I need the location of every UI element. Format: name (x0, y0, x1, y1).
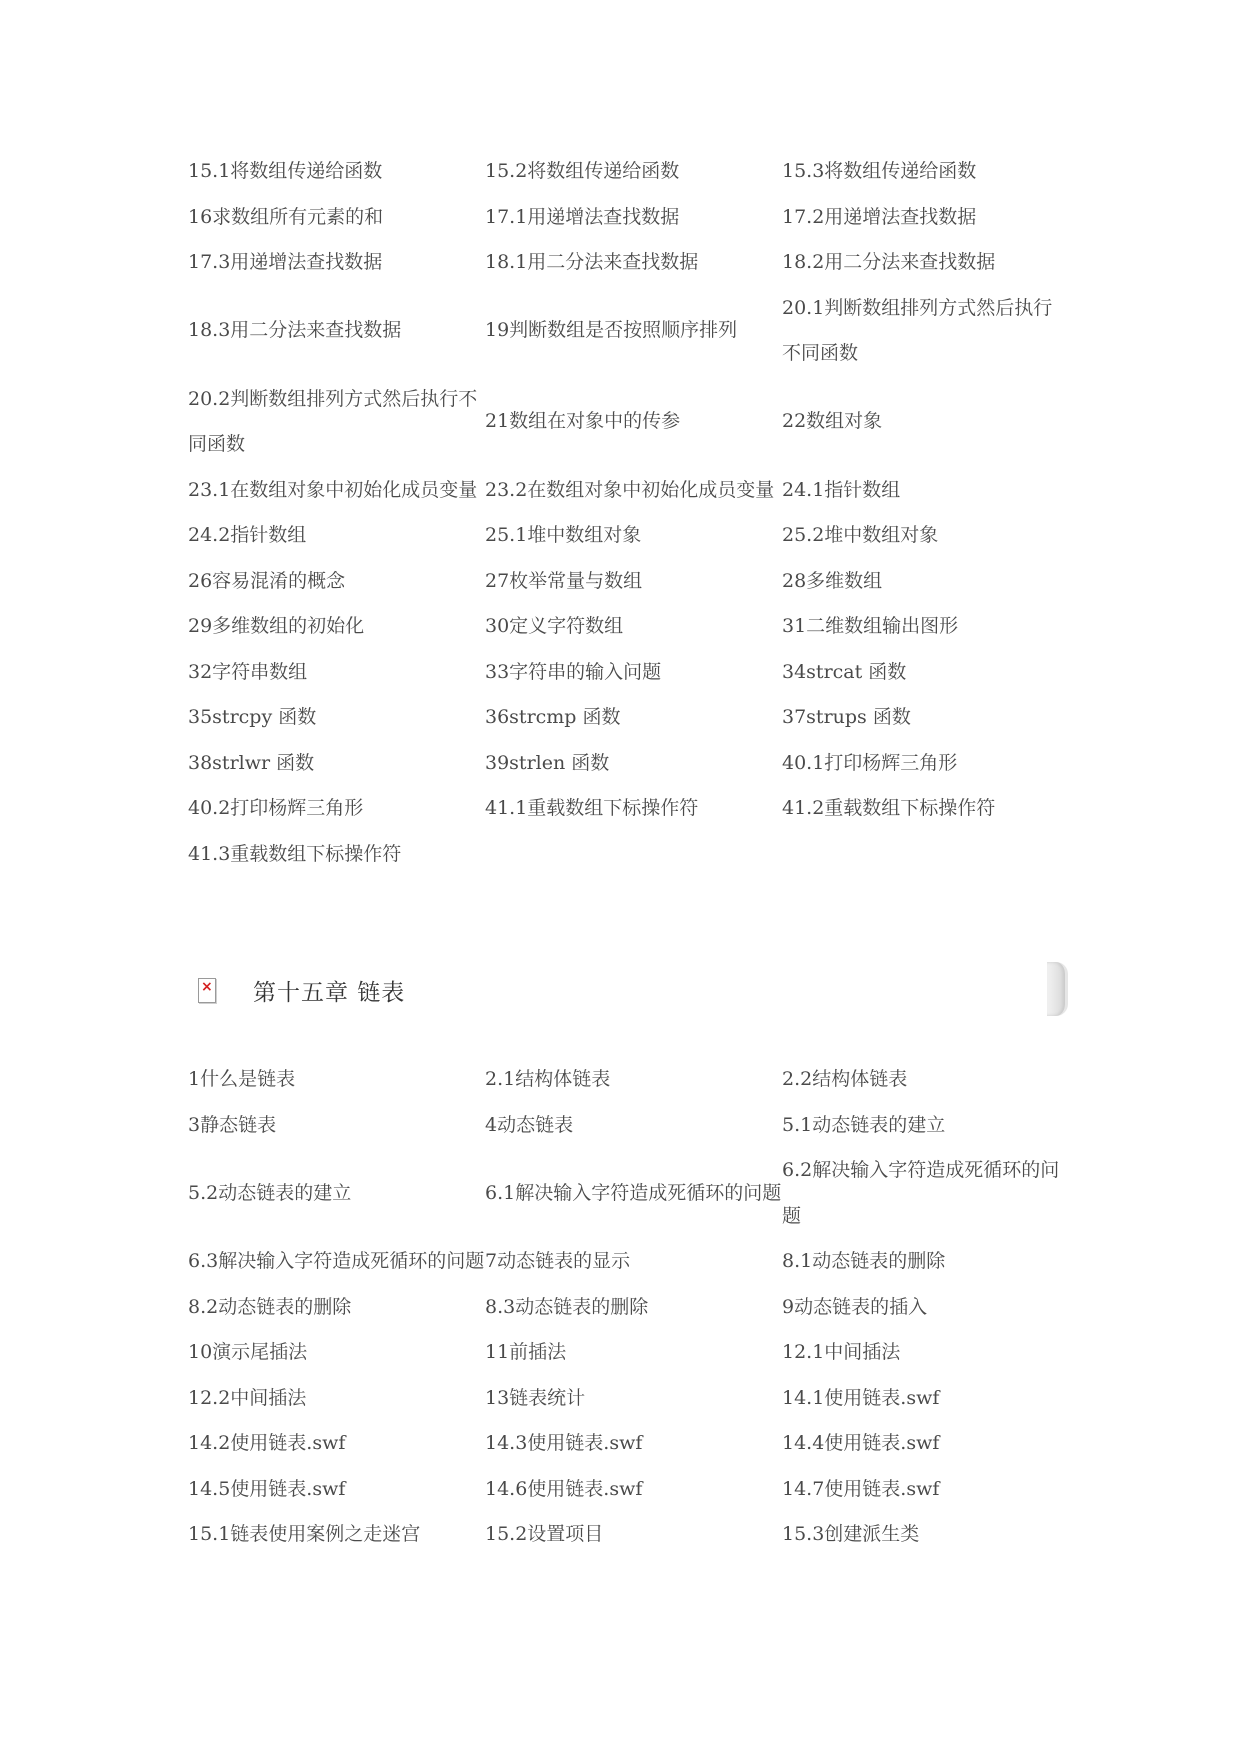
toc-entry[interactable]: 17.2用递增法查找数据 (782, 205, 977, 228)
toc-entry[interactable]: 5.1动态链表的建立 (782, 1113, 946, 1136)
toc-entry[interactable]: 28多维数组 (782, 569, 883, 592)
toc-entry[interactable]: 23.1在数组对象中初始化成员变量 (188, 478, 478, 501)
toc-row (188, 559, 1068, 605)
toc-row (188, 513, 1068, 559)
toc-entry[interactable]: 18.3用二分法来查找数据 (188, 319, 402, 342)
toc-entry[interactable]: 14.3使用链表.swf (485, 1432, 643, 1454)
chapter-heading (188, 965, 1068, 1015)
toc-entry[interactable]: 14.4使用链表.swf (782, 1432, 940, 1454)
toc-entry[interactable]: 19判断数组是否按照顺序排列 (485, 319, 738, 342)
toc-entry[interactable]: 8.1动态链表的删除 (782, 1250, 946, 1272)
toc-entry[interactable]: 14.7使用链表.swf (782, 1477, 940, 1500)
broken-image-icon (198, 978, 216, 1003)
toc-row (188, 650, 1068, 696)
toc-row (188, 149, 1068, 195)
toc-entry[interactable]: 36strcmp 函数 (485, 706, 621, 728)
toc-row (188, 1376, 1068, 1422)
toc-entry[interactable]: 10演示尾插法 (188, 1341, 308, 1363)
toc-entry[interactable]: 39strlen 函数 (485, 751, 610, 774)
chapter-title: 第十五章 链表 (253, 979, 406, 1006)
toc-entry[interactable]: 21数组在对象中的传参 (485, 410, 681, 433)
toc-row (188, 1239, 1068, 1285)
toc-entry[interactable]: 18.1用二分法来查找数据 (485, 251, 699, 273)
toc-entry[interactable]: 2.2结构体链表 (782, 1068, 908, 1090)
toc-entry[interactable]: 15.1链表使用案例之走迷宫 (188, 1523, 421, 1545)
toc-entry[interactable]: 38strlwr 函数 (188, 751, 315, 774)
toc-entry[interactable]: 12.1中间插法 (782, 1341, 901, 1363)
toc-row (188, 1421, 1068, 1467)
toc-row (188, 1285, 1068, 1331)
toc-entry[interactable]: 16求数组所有元素的和 (188, 205, 384, 228)
toc-entry[interactable]: 20.1判断数组排列方式然后执行不同函数 (782, 296, 1053, 364)
toc-entry[interactable]: 33字符串的输入问题 (485, 660, 662, 683)
toc-entry[interactable]: 14.1使用链表.swf (782, 1386, 940, 1409)
toc-entry[interactable]: 23.2在数组对象中初始化成员变量 (485, 478, 775, 501)
toc-entry[interactable]: 9动态链表的插入 (782, 1295, 928, 1318)
toc-entry[interactable]: 15.2设置项目 (485, 1523, 604, 1545)
toc-entry[interactable]: 32字符串数组 (188, 660, 308, 683)
toc-entry[interactable]: 6.2解决输入字符造成死循环的问题 (782, 1159, 1060, 1227)
toc-table-linked-lists (188, 1057, 1068, 1558)
toc-row (188, 832, 1068, 878)
toc-entry[interactable]: 27枚举常量与数组 (485, 569, 643, 592)
toc-row (188, 240, 1068, 286)
toc-entry[interactable]: 14.2使用链表.swf (188, 1432, 346, 1454)
toc-row (188, 195, 1068, 241)
toc-entry[interactable]: 40.2打印杨辉三角形 (188, 797, 364, 819)
toc-entry[interactable]: 31二维数组输出图形 (782, 615, 959, 637)
toc-row (188, 1330, 1068, 1376)
toc-entry[interactable]: 5.2动态链表的建立 (188, 1181, 352, 1204)
toc-row (188, 604, 1068, 650)
toc-row (188, 695, 1068, 741)
toc-entry[interactable]: 11前插法 (485, 1341, 567, 1363)
toc-entry[interactable]: 2.1结构体链表 (485, 1068, 611, 1090)
toc-entry[interactable]: 26容易混淆的概念 (188, 569, 346, 592)
toc-row (188, 741, 1068, 787)
toc-entry[interactable]: 15.3创建派生类 (782, 1523, 920, 1545)
toc-entry[interactable]: 41.1重载数组下标操作符 (485, 797, 699, 819)
toc-row (188, 1103, 1068, 1149)
toc-entry[interactable]: 8.3动态链表的删除 (485, 1295, 649, 1318)
toc-entry[interactable]: 17.1用递增法查找数据 (485, 205, 680, 228)
toc-row (188, 786, 1068, 832)
toc-entry[interactable]: 25.2堆中数组对象 (782, 524, 939, 546)
toc-entry[interactable]: 30定义字符数组 (485, 615, 624, 637)
toc-row (188, 1467, 1068, 1513)
toc-entry[interactable]: 22数组对象 (782, 410, 883, 433)
toc-entry[interactable]: 37strups 函数 (782, 706, 911, 728)
toc-entry[interactable]: 7动态链表的显示 (485, 1250, 631, 1272)
toc-entry[interactable]: 6.1解决输入字符造成死循环的问题 (485, 1181, 782, 1204)
toc-row (188, 1148, 1068, 1239)
toc-entry[interactable]: 34strcat 函数 (782, 660, 907, 683)
toc-entry[interactable]: 1什么是链表 (188, 1068, 296, 1090)
toc-entry[interactable]: 40.1打印杨辉三角形 (782, 751, 958, 774)
toc-entry[interactable]: 12.2中间插法 (188, 1386, 307, 1409)
toc-entry[interactable]: 3静态链表 (188, 1113, 277, 1136)
toc-row (188, 468, 1068, 514)
toc-entry[interactable]: 13链表统计 (485, 1386, 586, 1409)
toc-entry[interactable]: 6.3解决输入字符造成死循环的问题 (188, 1250, 485, 1272)
toc-row (188, 377, 1068, 468)
toc-entry[interactable]: 35strcpy 函数 (188, 706, 317, 728)
toc-row (188, 1057, 1068, 1103)
toc-entry[interactable]: 15.1将数组传递给函数 (188, 160, 383, 182)
toc-entry[interactable]: 41.3重载数组下标操作符 (188, 842, 402, 865)
toc-entry[interactable]: 41.2重载数组下标操作符 (782, 797, 996, 819)
toc-entry[interactable]: 18.2用二分法来查找数据 (782, 251, 996, 273)
toc-entry[interactable]: 14.5使用链表.swf (188, 1477, 346, 1500)
toc-entry[interactable]: 8.2动态链表的删除 (188, 1295, 352, 1318)
toc-entry[interactable]: 4动态链表 (485, 1113, 574, 1136)
toc-entry[interactable]: 20.2判断数组排列方式然后执行不同函数 (188, 387, 478, 455)
toc-entry[interactable]: 24.2指针数组 (188, 524, 307, 546)
page-curl-edge (1047, 962, 1068, 1016)
toc-row (188, 1512, 1068, 1558)
toc-row (188, 286, 1068, 377)
toc-entry[interactable]: 25.1堆中数组对象 (485, 524, 642, 546)
toc-entry[interactable]: 29多维数组的初始化 (188, 615, 365, 637)
toc-entry[interactable]: 14.6使用链表.swf (485, 1477, 643, 1500)
toc-entry[interactable]: 15.2将数组传递给函数 (485, 160, 680, 182)
toc-entry[interactable]: 17.3用递增法查找数据 (188, 251, 383, 273)
toc-entry[interactable]: 15.3将数组传递给函数 (782, 160, 977, 182)
toc-entry[interactable]: 24.1指针数组 (782, 478, 901, 501)
toc-table-arrays (188, 149, 1068, 877)
